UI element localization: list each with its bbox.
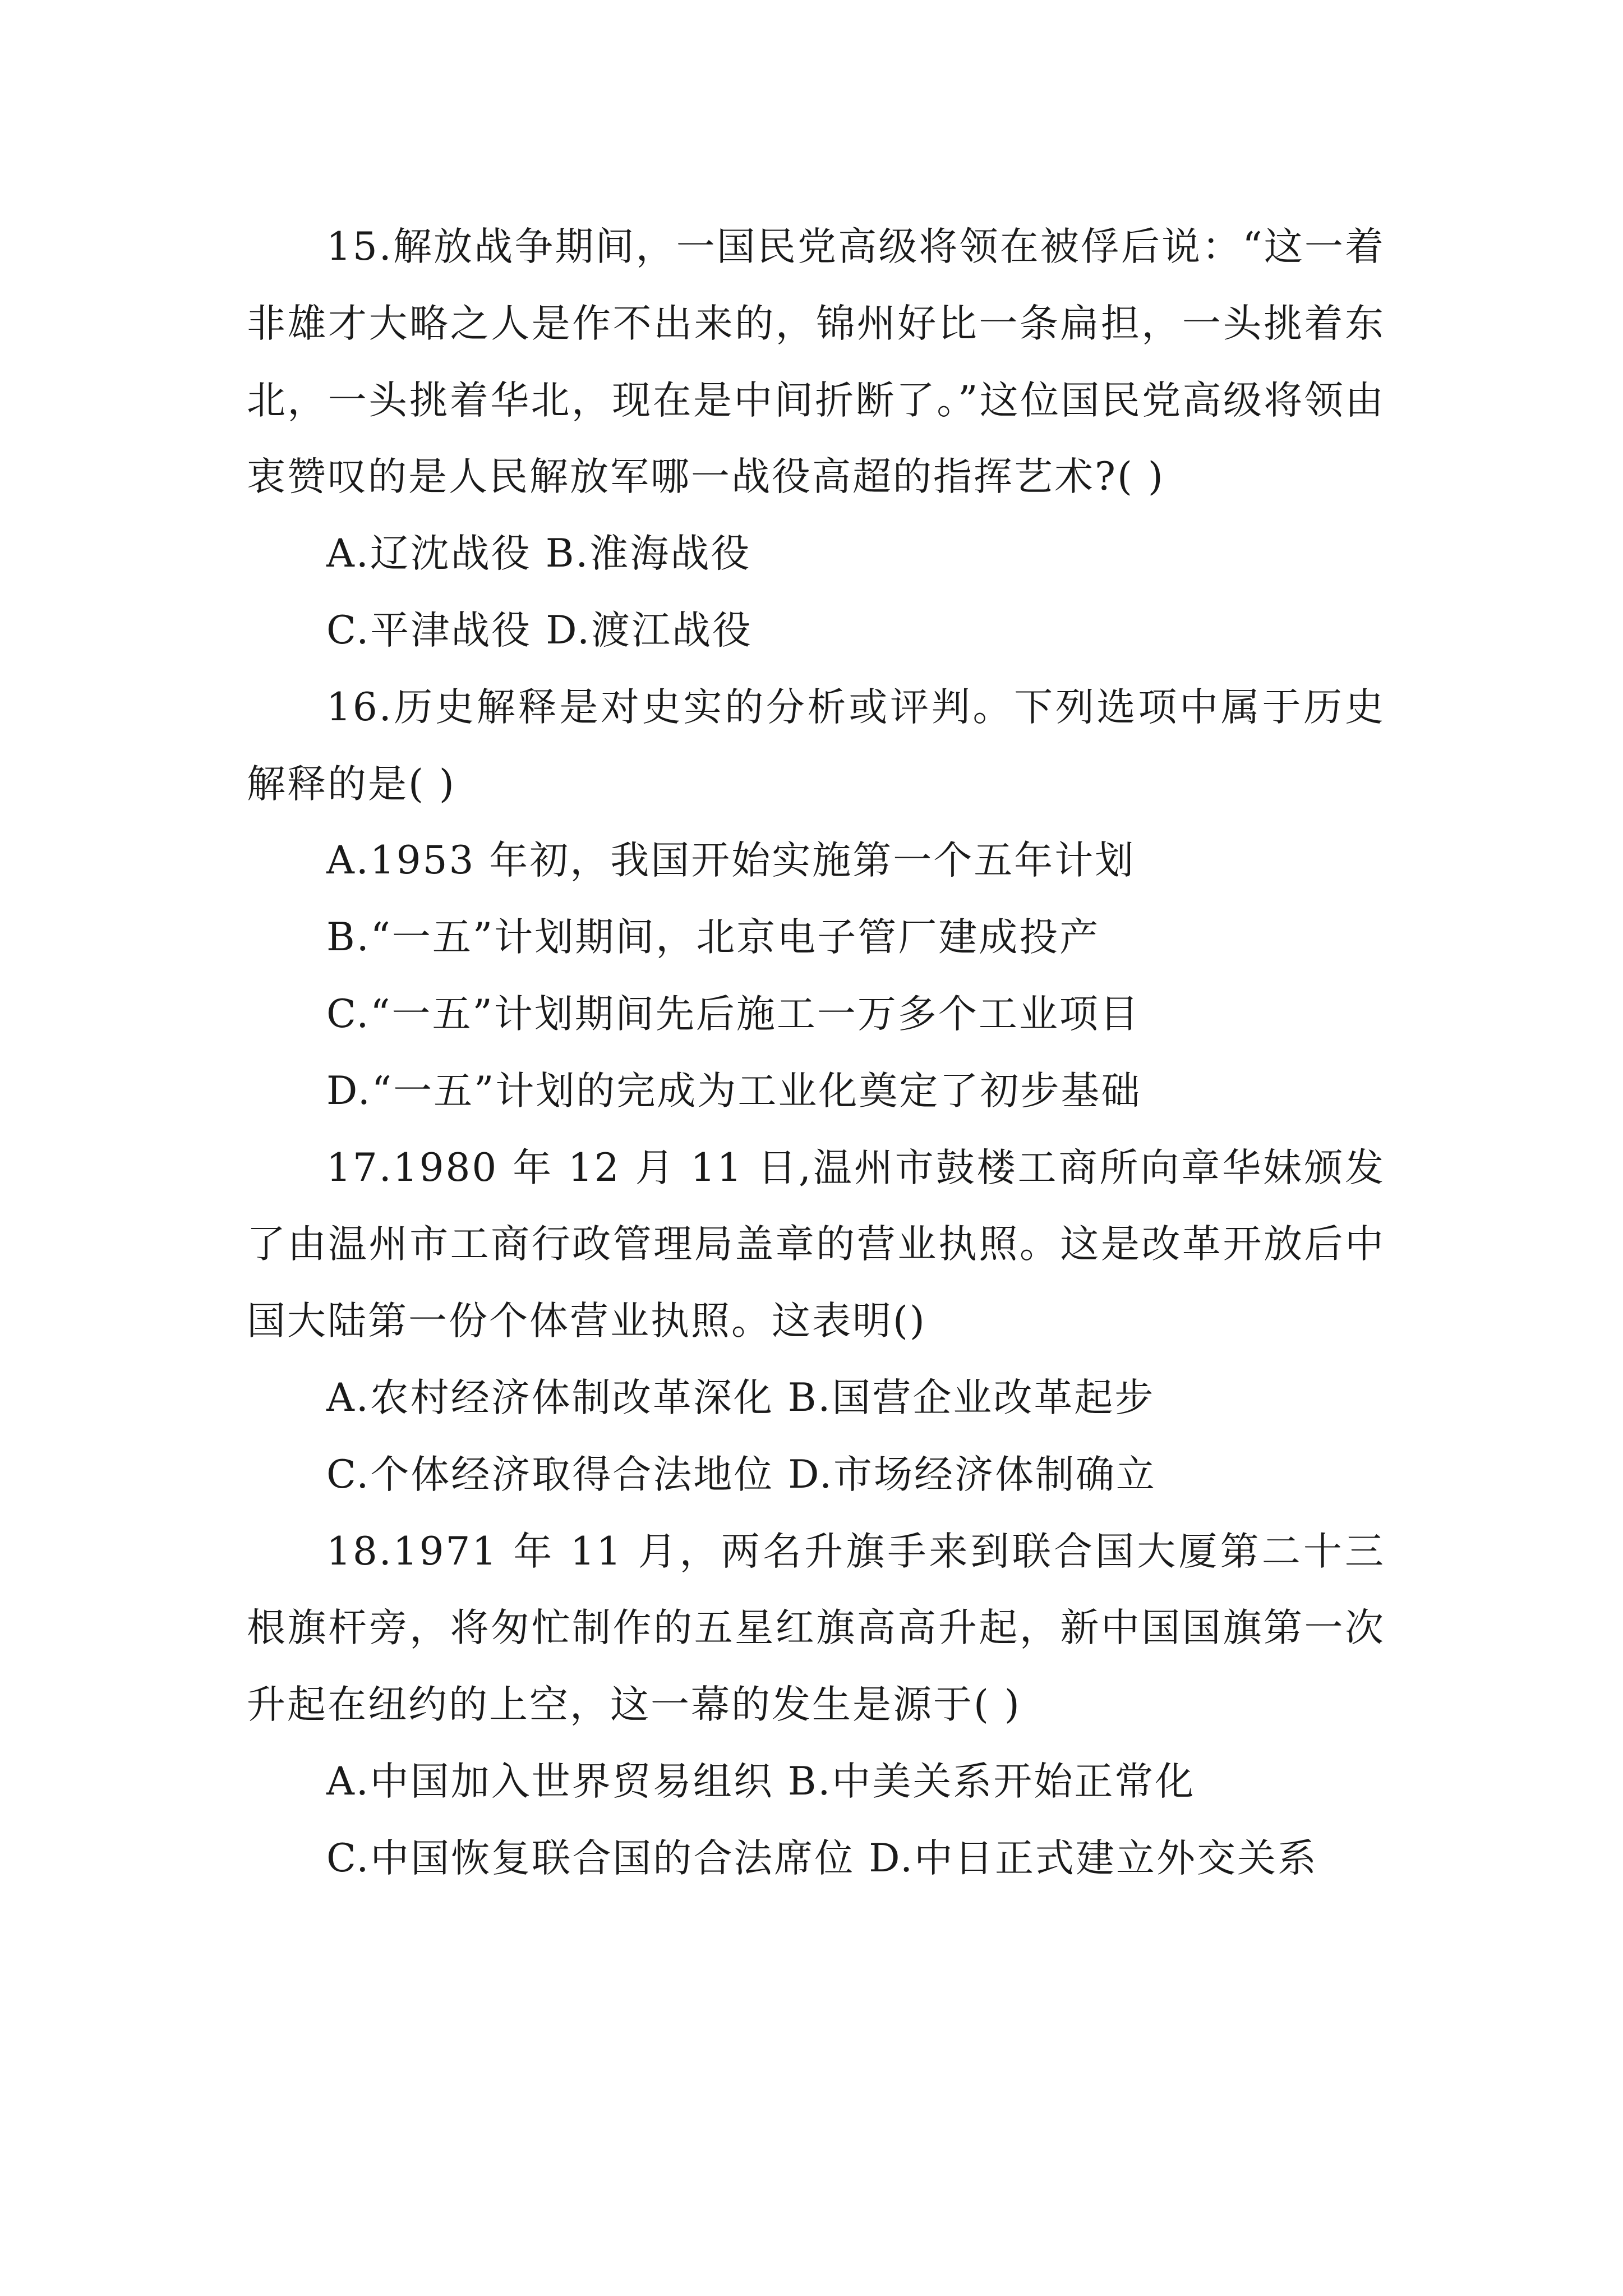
option-line: A.中国加入世界贸易组织 B.中美关系开始正常化 bbox=[326, 1759, 1196, 1804]
question-stem: 17.1980 年 12 月 11 日,温州市鼓楼工商所向章华妹颁发了由温州市工商行政管理局盖章的营业执照。这是改革开放后中国大陆第一份个体营业执照。这表明() bbox=[247, 1145, 1385, 1344]
question-stem: 15.解放战争期间，一国民党高级将领在被俘后说：“这一着非雄才大略之人是作不出来的，锦州好比一条扁担，一头挑着东北，一头挑着华北，现在是中间折断了。”这位国民党高级将领由衷赞叹的是人民解放军哪一战役高超的指挥艺术?( ) bbox=[247, 224, 1385, 500]
document-page bbox=[247, 209, 1385, 1897]
option-line: B.“一五”计划期间，北京电子管厂建成投产 bbox=[326, 915, 1100, 960]
question-stem: 18.1971 年 11 月，两名升旗手来到联合国大厦第二十三根旗杆旁，将匆忙制作的五星红旗高高升起，新中国国旗第一次升起在纽约的上空，这一幕的发生是源于( ) bbox=[247, 1529, 1385, 1728]
option-line: A.1953 年初，我国开始实施第一个五年计划 bbox=[326, 838, 1136, 884]
option-line: A.农村经济体制改革深化 B.国营企业改革起步 bbox=[326, 1375, 1155, 1420]
option-line: D.“一五”计划的完成为工业化奠定了初步基础 bbox=[326, 1068, 1142, 1114]
question-stem: 16.历史解释是对史实的分析或评判。下列选项中属于历史解释的是( ) bbox=[247, 684, 1385, 807]
question-16 bbox=[247, 669, 1385, 1130]
option-line: C.“一五”计划期间先后施工一万多个工业项目 bbox=[326, 991, 1140, 1037]
question-18 bbox=[247, 1513, 1385, 1897]
option-line: C.平津战役 D.渡江战役 bbox=[326, 608, 753, 653]
question-17 bbox=[247, 1130, 1385, 1513]
option-line: A.辽沈战役 B.淮海战役 bbox=[326, 531, 751, 577]
option-line: C.中国恢复联合国的合法席位 D.中日正式建立外交关系 bbox=[326, 1835, 1318, 1881]
question-15 bbox=[247, 209, 1385, 669]
option-line: C.个体经济取得合法地位 D.市场经济体制确立 bbox=[326, 1452, 1156, 1497]
